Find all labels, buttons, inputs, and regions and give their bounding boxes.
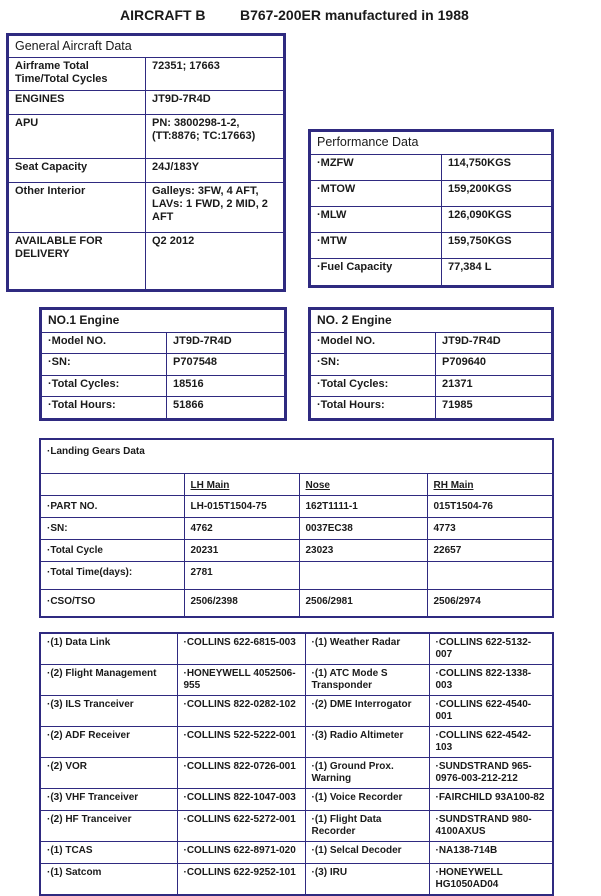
landing-gear-value bbox=[299, 561, 427, 589]
avionics-system: ·(1) Flight Data Recorder bbox=[305, 811, 429, 842]
avionics-part-number: ·HONEYWELL HG1050AD04 bbox=[429, 864, 553, 896]
landing-gear-value: 2506/2398 bbox=[184, 589, 299, 617]
landing-gear-label: ·Total Cycle bbox=[40, 539, 184, 561]
general-value: JT9D-7R4D bbox=[146, 91, 285, 115]
avionics-system: ·(2) ADF Receiver bbox=[40, 727, 177, 758]
avionics-part-number: ·COLLINS 622-4540-001 bbox=[429, 696, 553, 727]
avionics-part-number: ·NA138-714B bbox=[429, 842, 553, 864]
aircraft-model: B767-200ER manufactured in 1988 bbox=[240, 7, 469, 23]
landing-gear-value: 2506/2974 bbox=[427, 589, 553, 617]
landing-gear-column-header: Nose bbox=[299, 473, 427, 495]
avionics-system: ·(1) Voice Recorder bbox=[305, 789, 429, 811]
landing-gear-value: 20231 bbox=[184, 539, 299, 561]
engine-2-title: NO. 2 Engine bbox=[310, 309, 553, 333]
engine-2-value: P709640 bbox=[436, 354, 553, 375]
avionics-system: ·(1) Weather Radar bbox=[305, 633, 429, 665]
engine-1-value: P707548 bbox=[167, 354, 286, 375]
engine-1-title: NO.1 Engine bbox=[41, 309, 286, 333]
avionics-system: ·(1) Satcom bbox=[40, 864, 177, 896]
engine-1-label: ·Total Hours: bbox=[41, 397, 167, 420]
performance-label: ·MLW bbox=[310, 207, 442, 233]
landing-gear-value: 4773 bbox=[427, 517, 553, 539]
landing-gear-title: ·Landing Gears Data bbox=[40, 439, 553, 473]
engine-1-table bbox=[39, 307, 287, 421]
landing-gear-value: 2506/2981 bbox=[299, 589, 427, 617]
avionics-row bbox=[40, 633, 553, 665]
landing-gear-column-header: LH Main bbox=[184, 473, 299, 495]
engine-1-label: ·Model NO. bbox=[41, 333, 167, 354]
landing-gear-corner bbox=[40, 473, 184, 495]
performance-value: 126,090KGS bbox=[442, 207, 553, 233]
landing-gear-value: 0037EC38 bbox=[299, 517, 427, 539]
general-value: Q2 2012 bbox=[146, 233, 285, 291]
avionics-row bbox=[40, 811, 553, 842]
general-value: 24J/183Y bbox=[146, 159, 285, 183]
landing-gear-label: ·SN: bbox=[40, 517, 184, 539]
avionics-part-number: ·COLLINS 522-5222-001 bbox=[177, 727, 305, 758]
landing-gear-column-header: RH Main bbox=[427, 473, 553, 495]
performance-label: ·MTOW bbox=[310, 181, 442, 207]
landing-gear-value: 22657 bbox=[427, 539, 553, 561]
avionics-system: ·(3) IRU bbox=[305, 864, 429, 896]
avionics-part-number: ·COLLINS 622-8971-020 bbox=[177, 842, 305, 864]
performance-title: Performance Data bbox=[310, 131, 553, 155]
avionics-row bbox=[40, 789, 553, 811]
landing-gear-value: 4762 bbox=[184, 517, 299, 539]
landing-gear-table bbox=[39, 438, 554, 618]
landing-gear-label: ·PART NO. bbox=[40, 495, 184, 517]
avionics-system: ·(2) Flight Management bbox=[40, 665, 177, 696]
general-label: Other Interior bbox=[8, 183, 146, 233]
general-label: APU bbox=[8, 115, 146, 159]
landing-gear-value: 23023 bbox=[299, 539, 427, 561]
avionics-row bbox=[40, 758, 553, 789]
general-label: Seat Capacity bbox=[8, 159, 146, 183]
landing-gear-value: 162T1111-1 bbox=[299, 495, 427, 517]
avionics-part-number: ·COLLINS 822-1338-003 bbox=[429, 665, 553, 696]
performance-label: ·MTW bbox=[310, 233, 442, 259]
engine-2-label: ·SN: bbox=[310, 354, 436, 375]
performance-data-table bbox=[308, 129, 554, 288]
engine-2-label: ·Total Cycles: bbox=[310, 375, 436, 396]
landing-gear-label: ·CSO/TSO bbox=[40, 589, 184, 617]
avionics-row bbox=[40, 665, 553, 696]
general-value: 72351; 17663 bbox=[146, 58, 285, 91]
avionics-system: ·(2) DME Interrogator bbox=[305, 696, 429, 727]
engine-2-label: ·Total Hours: bbox=[310, 397, 436, 420]
avionics-part-number: ·COLLINS 822-0282-102 bbox=[177, 696, 305, 727]
avionics-part-number: ·COLLINS 822-0726-001 bbox=[177, 758, 305, 789]
avionics-part-number: ·COLLINS 622-5272-001 bbox=[177, 811, 305, 842]
avionics-system: ·(3) Radio Altimeter bbox=[305, 727, 429, 758]
avionics-system: ·(2) HF Tranceiver bbox=[40, 811, 177, 842]
avionics-part-number: ·COLLINS 622-9252-101 bbox=[177, 864, 305, 896]
avionics-part-number: ·SUNDSTRAND 965-0976-003-212-212 bbox=[429, 758, 553, 789]
engine-1-value: JT9D-7R4D bbox=[167, 333, 286, 354]
performance-value: 159,750KGS bbox=[442, 233, 553, 259]
general-label: ENGINES bbox=[8, 91, 146, 115]
landing-gear-value bbox=[427, 561, 553, 589]
landing-gear-value: LH-015T1504-75 bbox=[184, 495, 299, 517]
avionics-part-number: ·COLLINS 622-4542-103 bbox=[429, 727, 553, 758]
engine-2-value: 21371 bbox=[436, 375, 553, 396]
general-value: PN: 3800298-1-2, (TT:8876; TC:17663) bbox=[146, 115, 285, 159]
engine-2-value: 71985 bbox=[436, 397, 553, 420]
aircraft-name: AIRCRAFT B bbox=[120, 7, 206, 23]
avionics-part-number: ·SUNDSTRAND 980-4100AXUS bbox=[429, 811, 553, 842]
engine-2-label: ·Model NO. bbox=[310, 333, 436, 354]
avionics-system: ·(3) ILS Tranceiver bbox=[40, 696, 177, 727]
document-title bbox=[0, 7, 601, 27]
avionics-system: ·(1) ATC Mode S Transponder bbox=[305, 665, 429, 696]
avionics-system: ·(3) VHF Tranceiver bbox=[40, 789, 177, 811]
engine-1-label: ·Total Cycles: bbox=[41, 375, 167, 396]
engine-1-value: 18516 bbox=[167, 375, 286, 396]
engine-2-value: JT9D-7R4D bbox=[436, 333, 553, 354]
avionics-system: ·(1) Selcal Decoder bbox=[305, 842, 429, 864]
engine-2-table bbox=[308, 307, 554, 421]
landing-gear-label: ·Total Time(days): bbox=[40, 561, 184, 589]
avionics-system: ·(2) VOR bbox=[40, 758, 177, 789]
avionics-row bbox=[40, 727, 553, 758]
performance-label: ·MZFW bbox=[310, 155, 442, 181]
performance-value: 159,200KGS bbox=[442, 181, 553, 207]
general-aircraft-data-table bbox=[6, 33, 286, 292]
general-label: AVAILABLE FOR DELIVERY bbox=[8, 233, 146, 291]
landing-gear-value: 2781 bbox=[184, 561, 299, 589]
avionics-row bbox=[40, 864, 553, 896]
general-title: General Aircraft Data bbox=[8, 35, 285, 58]
performance-label: ·Fuel Capacity bbox=[310, 259, 442, 287]
general-label: Airframe Total Time/Total Cycles bbox=[8, 58, 146, 91]
engine-1-label: ·SN: bbox=[41, 354, 167, 375]
avionics-part-number: ·COLLINS 822-1047-003 bbox=[177, 789, 305, 811]
landing-gear-value: 015T1504-76 bbox=[427, 495, 553, 517]
avionics-part-number: ·COLLINS 622-5132-007 bbox=[429, 633, 553, 665]
performance-value: 77,384 L bbox=[442, 259, 553, 287]
general-value: Galleys: 3FW, 4 AFT, LAVs: 1 FWD, 2 MID, 2 AFT bbox=[146, 183, 285, 233]
avionics-part-number: ·FAIRCHILD 93A100-82 bbox=[429, 789, 553, 811]
avionics-system: ·(1) Data Link bbox=[40, 633, 177, 665]
engine-1-value: 51866 bbox=[167, 397, 286, 420]
performance-value: 114,750KGS bbox=[442, 155, 553, 181]
avionics-part-number: ·HONEYWELL 4052506-955 bbox=[177, 665, 305, 696]
avionics-system: ·(1) Ground Prox. Warning bbox=[305, 758, 429, 789]
avionics-row bbox=[40, 696, 553, 727]
avionics-part-number: ·COLLINS 622-6815-003 bbox=[177, 633, 305, 665]
avionics-row bbox=[40, 842, 553, 864]
avionics-table bbox=[39, 632, 554, 896]
avionics-system: ·(1) TCAS bbox=[40, 842, 177, 864]
